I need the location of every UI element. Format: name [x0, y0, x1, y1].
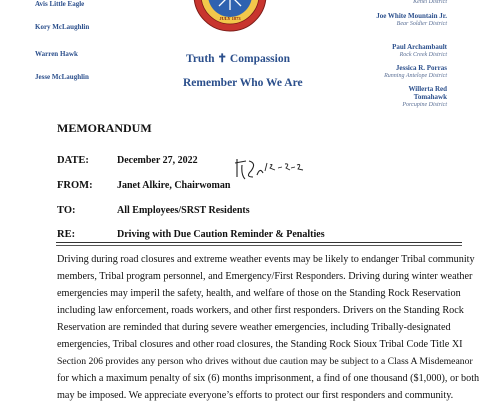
body-line: Section 206 provides any person who drives without due caution may be subject to a Class A Misdemeanor [57, 356, 473, 367]
district-name: Kenel District [413, 0, 447, 5]
body-line: including law enforcement, roads workers, and other first responders. Drivers on the Standing Rock [57, 305, 464, 316]
officer-name: Jesse McLaughlin [35, 73, 89, 81]
officer-name: Joe White Mountain Jr. [376, 12, 447, 20]
from-value: Janet Alkire, Chairwoman [117, 180, 231, 191]
body-line: Reservation are reminded that during severe weather emergencies, including Tribally-designated [57, 322, 451, 333]
to-label: TO: [57, 205, 76, 216]
seal-year-text: JULY 1873 [219, 16, 241, 21]
tribal-seal-logo [193, 0, 267, 32]
to-value: All Employees/SRST Residents [117, 205, 250, 216]
officer-district: Porcupine District [402, 102, 447, 108]
body-line: members, Tribal program personnel, and Emergency/First Responders. Driving during winter weather [57, 271, 473, 282]
divider-rule [56, 242, 462, 246]
body-line: emergencies, Tribal closures and other road closures, the Standing Rock Sioux Tribal Code Title XI [57, 339, 463, 350]
tagline-remember: Remember Who We Are [183, 77, 303, 89]
officer-name: Warren Hawk [35, 50, 78, 58]
officer-name: Kory McLaughlin [35, 23, 90, 31]
officer-name: Jessica R. Porras [395, 64, 447, 72]
date-value: December 27, 2022 [117, 155, 198, 166]
officer-district: Bear Soldier District [396, 21, 447, 27]
officer-entry [357, 12, 447, 28]
officer-entry [357, 64, 447, 80]
tagline-truth-compassion: Truth ✝ Compassion [186, 53, 290, 65]
body-line: may be imposed. We appreciate everyone’s efforts to protect our first responders and community. [57, 390, 454, 401]
memo-body [57, 251, 480, 404]
re-value: Driving with Due Caution Reminder & Penalties [117, 229, 325, 240]
officer-entry [357, 85, 447, 109]
body-line: for which a maximum penalty of six (6) months imprisonment, a find of one thousand ($1,000), or both [57, 373, 480, 384]
from-label: FROM: [57, 180, 93, 191]
officer-district: Rock Creek District [399, 52, 447, 58]
officer-district: Running Antelope District [384, 73, 447, 79]
body-line: Driving during road closures and extreme weather events may be likely to endanger Tribal community [57, 254, 475, 265]
body-line: emergencies may imperil the safety, health, and welfare of those on the Standing Rock Reservation [57, 288, 461, 299]
officer-entry [357, 43, 447, 59]
memo-heading: MEMORANDUM [57, 121, 152, 135]
officer-name: Willerta Red Tomahawk [408, 85, 447, 101]
handwritten-initials [233, 155, 313, 185]
date-label: DATE: [57, 155, 89, 166]
re-label: RE: [57, 229, 76, 240]
officer-name: Avis Little Eagle [35, 0, 85, 8]
officer-name: Paul Archambault [392, 43, 447, 51]
